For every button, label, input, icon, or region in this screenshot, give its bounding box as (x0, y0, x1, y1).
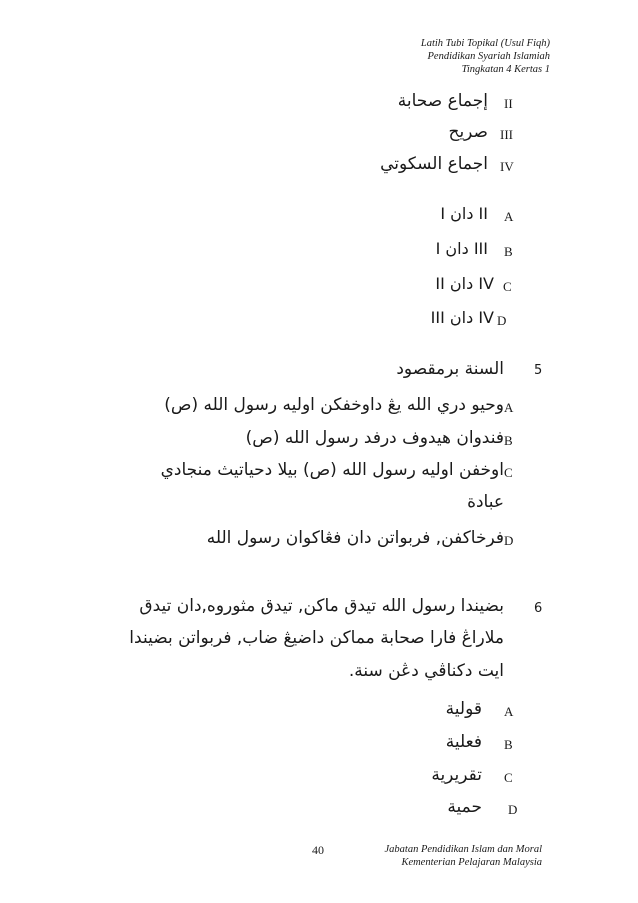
q6-option-letter-a: A (504, 704, 514, 719)
q4-item-num-ii: II (504, 96, 513, 111)
q4-option-letter-b: B (504, 244, 513, 259)
q5-number: 5 (534, 363, 543, 378)
q5-option-letter-d: D (504, 533, 514, 548)
header-form-paper: Tingkatan 4 Kertas 1 (461, 64, 550, 75)
q6-stem-line-2: ملاراڠ فارا صحابة مماكن داضيڠ ضاب, فربواتن بضيندا (129, 628, 504, 648)
q4-option-letter-a: A (504, 209, 514, 224)
q6-stem-line-3: ايت دكناڤي دڠن سنة. (348, 661, 504, 681)
q5-option-text-a: وحيو دري الله يڠ داوخفكن اوليه رسول الله (ص) (164, 395, 504, 415)
q5-option-letter-b: B (504, 433, 513, 448)
q4-option-letter-d: D (497, 313, 507, 328)
q6-option-letter-d: D (508, 802, 518, 817)
q5-option-text-c-continued: عبادة (467, 492, 504, 512)
q4-option-text-b: I دان III (435, 239, 488, 258)
q6-option-letter-c: C (504, 770, 513, 785)
q4-option-text-d: III دان IV (430, 308, 494, 327)
page-number: 40 (312, 843, 324, 857)
q5-option-text-d: فرخاكفن, فربواتن دان فڠاكوان رسول الله (206, 528, 504, 548)
q6-option-letter-b: B (504, 737, 513, 752)
q6-option-text-c: تقريرية (431, 765, 482, 785)
q4-item-text-iv: اجماع السكوتي (380, 154, 488, 174)
q5-stem: السنة برمقصود (396, 359, 504, 379)
q6-option-text-b: فعلية (445, 732, 482, 752)
q4-option-text-a: I دان II (440, 204, 488, 223)
q4-option-text-c: II دان IV (435, 274, 494, 293)
q5-option-text-b: فندوان هيدوف درفد رسول الله (ص) (245, 428, 504, 448)
q6-option-text-d: حمية (447, 797, 482, 817)
q6-option-text-a: قولية (445, 699, 482, 719)
q4-item-text-ii: إجماع صحابة (397, 91, 488, 111)
q5-option-text-c: اوخفن اوليه رسول الله (ص) بيلا دحياتيث منجادي (160, 460, 504, 480)
header-course-title: Latih Tubi Topikal (Usul Fiqh) (420, 38, 550, 49)
q5-option-letter-a: A (504, 400, 514, 415)
header-subject: Pendidikan Syariah Islamiah (427, 51, 550, 62)
q4-item-num-iv: IV (500, 159, 514, 174)
footer-department: Jabatan Pendidikan Islam dan Moral (384, 844, 542, 855)
q6-stem-line-1: بضيندا رسول الله تيدق ماكن, تيدق مثوروه,دان تيدق (139, 596, 504, 616)
q6-number: 6 (534, 601, 543, 616)
footer-ministry: Kementerian Pelajaran Malaysia (401, 857, 542, 868)
q4-item-text-iii: صريح (448, 122, 488, 142)
q5-option-letter-c: C (504, 465, 513, 480)
q4-item-num-iii: III (500, 127, 513, 142)
q4-option-letter-c: C (503, 279, 512, 294)
